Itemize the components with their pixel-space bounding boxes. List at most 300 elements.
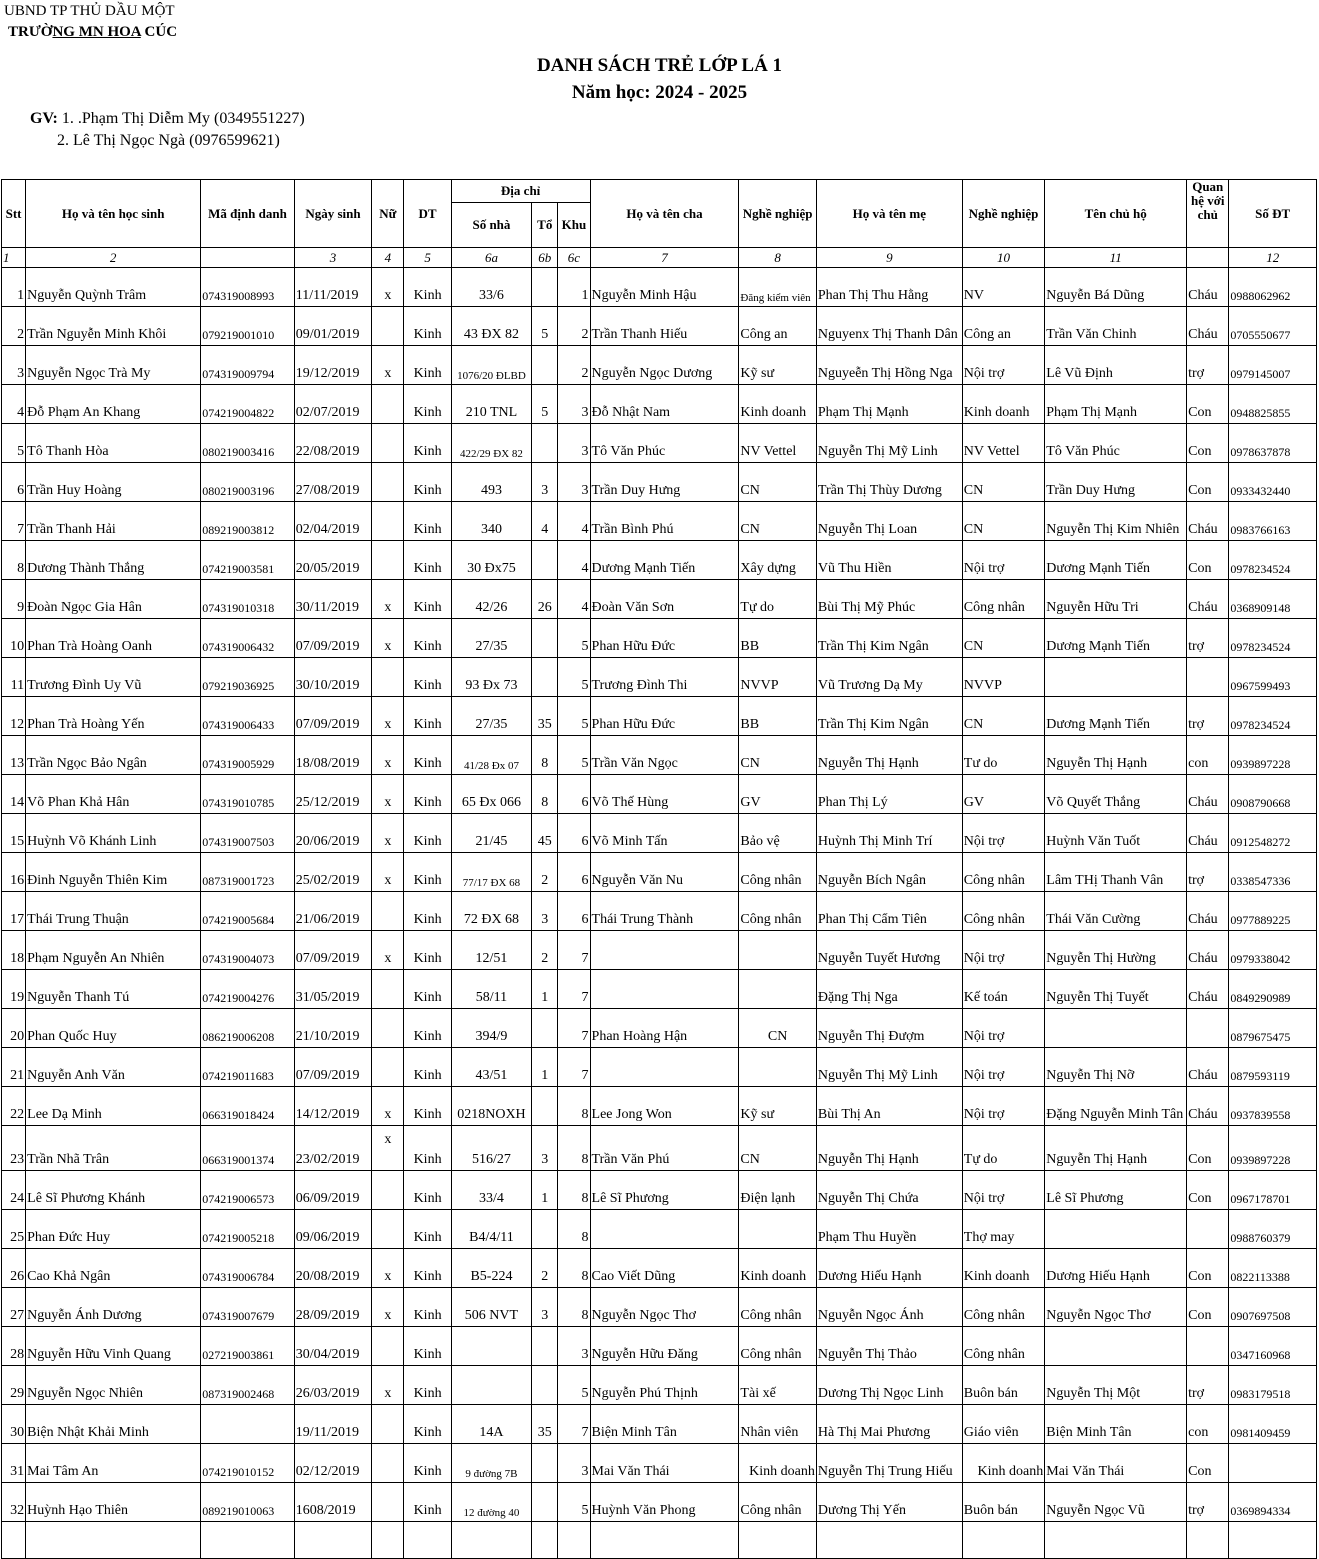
student-id: 074219003581 <box>201 541 295 580</box>
column-number: 1 <box>2 248 26 268</box>
student-name: Phan Quốc Huy <box>26 1009 201 1048</box>
mother-name: Hà Thị Mai Phương <box>816 1405 962 1444</box>
phone: 0978234524 <box>1229 619 1317 658</box>
table-row <box>2 580 1317 619</box>
ethnicity: Kinh <box>404 502 451 541</box>
father-job: Đăng kiểm viên <box>739 268 816 307</box>
khu-number: 5 <box>558 736 590 775</box>
table-row <box>2 268 1317 307</box>
mother-job: Nội trợ <box>962 1087 1045 1126</box>
table-row <box>2 853 1317 892</box>
column-number: 2 <box>26 248 201 268</box>
empty-cell <box>26 1522 201 1559</box>
table-row <box>2 385 1317 424</box>
mother-job: Công nhân <box>962 853 1045 892</box>
to-number: 5 <box>532 385 558 424</box>
father-job: NV Vettel <box>739 424 816 463</box>
relation: Con <box>1187 541 1229 580</box>
stt: 8 <box>2 541 26 580</box>
to-number <box>532 1087 558 1126</box>
mother-name: Nguyễn Thị Hạnh <box>816 1126 962 1171</box>
khu-number: 7 <box>558 1405 590 1444</box>
ethnicity: Kinh <box>404 1048 451 1087</box>
student-id: 027219003861 <box>201 1327 295 1366</box>
father-name: Phan Hoàng Hận <box>590 1009 739 1048</box>
empty-cell <box>1187 1522 1229 1559</box>
household-head <box>1045 658 1187 697</box>
khu-number: 5 <box>558 658 590 697</box>
mother-name: Nguyễn Thị Thảo <box>816 1327 962 1366</box>
col-phone: Số ĐT <box>1229 180 1317 248</box>
female-mark <box>372 1009 404 1048</box>
to-number <box>532 346 558 385</box>
mother-job: Công an <box>962 307 1045 346</box>
student-name: Nguyễn Ngọc Nhiên <box>26 1366 201 1405</box>
household-head: Trần Duy Hưng <box>1045 463 1187 502</box>
student-id: 087319002468 <box>201 1366 295 1405</box>
father-job <box>739 1048 816 1087</box>
phone: 0368909148 <box>1229 580 1317 619</box>
date-of-birth: 19/11/2019 <box>294 1405 371 1444</box>
empty-cell <box>558 1522 590 1559</box>
female-mark <box>372 892 404 931</box>
to-number: 3 <box>532 1126 558 1171</box>
mother-name: Phan Thị Cẩm Tiên <box>816 892 962 931</box>
date-of-birth: 02/12/2019 <box>294 1444 371 1483</box>
student-id: 074319010318 <box>201 580 295 619</box>
phone: 0879593119 <box>1229 1048 1317 1087</box>
ethnicity: Kinh <box>404 1483 451 1522</box>
stt: 6 <box>2 463 26 502</box>
mother-name: Nguyễn Thị Đượm <box>816 1009 962 1048</box>
relation: trợ <box>1187 619 1229 658</box>
student-id: 074219006573 <box>201 1171 295 1210</box>
khu-number: 4 <box>558 502 590 541</box>
col-father: Họ và tên cha <box>590 180 739 248</box>
father-job <box>739 931 816 970</box>
household-head: Nguyễn Thị Hường <box>1045 931 1187 970</box>
father-job: Kỹ sư <box>739 346 816 385</box>
father-name: Võ Minh Tấn <box>590 814 739 853</box>
mother-name: Nguyễn Bích Ngân <box>816 853 962 892</box>
house-number: 210 TNL <box>451 385 531 424</box>
father-name: Trần Văn Phú <box>590 1126 739 1171</box>
empty-cell <box>451 1522 531 1559</box>
date-of-birth: 26/03/2019 <box>294 1366 371 1405</box>
father-job: BB <box>739 619 816 658</box>
father-name: Đỗ Nhật Nam <box>590 385 739 424</box>
date-of-birth: 07/09/2019 <box>294 697 371 736</box>
female-mark <box>372 307 404 346</box>
student-id: 074219005684 <box>201 892 295 931</box>
mother-name: Nguyễn Thị Chứa <box>816 1171 962 1210</box>
phone: 0939897228 <box>1229 1126 1317 1171</box>
mother-name: Huỳnh Thị Minh Trí <box>816 814 962 853</box>
date-of-birth: 25/12/2019 <box>294 775 371 814</box>
mother-name: Bùi Thị Mỹ Phúc <box>816 580 962 619</box>
ethnicity: Kinh <box>404 424 451 463</box>
phone: 0369894334 <box>1229 1483 1317 1522</box>
date-of-birth: 30/10/2019 <box>294 658 371 697</box>
house-number: 43 ĐX 82 <box>451 307 531 346</box>
house-number: 12/51 <box>451 931 531 970</box>
mother-job: Giáo viên <box>962 1405 1045 1444</box>
father-job: Công nhân <box>739 853 816 892</box>
relation <box>1187 1009 1229 1048</box>
household-head: Đặng Nguyễn Minh Tân <box>1045 1087 1187 1126</box>
col-address: Địa chỉ <box>451 180 590 203</box>
student-name: Lê Sĩ Phương Khánh <box>26 1171 201 1210</box>
stt: 18 <box>2 931 26 970</box>
relation: Con <box>1187 1171 1229 1210</box>
teacher-line-1 <box>30 110 305 128</box>
empty-cell <box>1229 1522 1317 1559</box>
female-mark <box>372 463 404 502</box>
ethnicity: Kinh <box>404 1009 451 1048</box>
to-number: 8 <box>532 775 558 814</box>
to-number <box>532 1366 558 1405</box>
house-number: 65 Đx 066 <box>451 775 531 814</box>
ethnicity: Kinh <box>404 697 451 736</box>
ethnicity: Kinh <box>404 892 451 931</box>
col-female: Nữ <box>372 180 404 248</box>
column-number: 9 <box>816 248 962 268</box>
to-number <box>532 1210 558 1249</box>
date-of-birth: 20/06/2019 <box>294 814 371 853</box>
student-name: Tô Thanh Hòa <box>26 424 201 463</box>
phone: 0879675475 <box>1229 1009 1317 1048</box>
table-row <box>2 1210 1317 1249</box>
to-number: 1 <box>532 970 558 1009</box>
relation: Cháu <box>1187 1087 1229 1126</box>
female-mark <box>372 1171 404 1210</box>
house-number: 58/11 <box>451 970 531 1009</box>
date-of-birth: 06/09/2019 <box>294 1171 371 1210</box>
document-subtitle: Năm học: 2024 - 2025 <box>571 82 748 103</box>
ethnicity: Kinh <box>404 931 451 970</box>
stt: 4 <box>2 385 26 424</box>
father-job <box>739 970 816 1009</box>
stt: 3 <box>2 346 26 385</box>
household-head <box>1045 1009 1187 1048</box>
date-of-birth: 09/06/2019 <box>294 1210 371 1249</box>
mother-name: Phan Thị Thu Hằng <box>816 268 962 307</box>
to-number <box>532 541 558 580</box>
house-number: 506 NVT <box>451 1288 531 1327</box>
relation: Con <box>1187 385 1229 424</box>
household-head: Trần Văn Chinh <box>1045 307 1187 346</box>
date-of-birth: 02/07/2019 <box>294 385 371 424</box>
student-id: 079219001010 <box>201 307 295 346</box>
mother-name: Nguyễn Ngọc Ánh <box>816 1288 962 1327</box>
household-head: Lê Vũ Định <box>1045 346 1187 385</box>
table-row <box>2 1327 1317 1366</box>
student-name: Cao Khả Ngân <box>26 1249 201 1288</box>
father-name <box>590 1210 739 1249</box>
col-ethnic: DT <box>404 180 451 248</box>
phone: 0908790668 <box>1229 775 1317 814</box>
relation: trợ <box>1187 346 1229 385</box>
empty-cell <box>739 1522 816 1559</box>
khu-number: 2 <box>558 346 590 385</box>
mother-job: Nội trợ <box>962 931 1045 970</box>
house-number: 516/27 <box>451 1126 531 1171</box>
khu-number: 3 <box>558 1444 590 1483</box>
empty-cell <box>532 1522 558 1559</box>
to-number <box>532 1444 558 1483</box>
mother-name: Dương Hiếu Hạnh <box>816 1249 962 1288</box>
female-mark: x <box>372 736 404 775</box>
table-row <box>2 424 1317 463</box>
student-name: Trương Đình Uy Vũ <box>26 658 201 697</box>
father-job: Công an <box>739 307 816 346</box>
mother-job: Nội trợ <box>962 346 1045 385</box>
phone: 0979338042 <box>1229 931 1317 970</box>
student-name: Nguyễn Ngọc Trà My <box>26 346 201 385</box>
stt: 21 <box>2 1048 26 1087</box>
mother-job: Công nhân <box>962 892 1045 931</box>
col-household: Tên chủ hộ <box>1045 180 1187 248</box>
table-row <box>2 892 1317 931</box>
female-mark <box>372 1210 404 1249</box>
relation: trợ <box>1187 853 1229 892</box>
household-head: Nguyễn Thị Hạnh <box>1045 1126 1187 1171</box>
ethnicity: Kinh <box>404 1288 451 1327</box>
student-name: Trần Thanh Hải <box>26 502 201 541</box>
table-row <box>2 1483 1317 1522</box>
date-of-birth: 14/12/2019 <box>294 1087 371 1126</box>
phone: 0338547336 <box>1229 853 1317 892</box>
col-stt: Stt <box>2 180 26 248</box>
ethnicity: Kinh <box>404 970 451 1009</box>
father-job: Kinh doanh <box>739 385 816 424</box>
khu-number: 8 <box>558 1087 590 1126</box>
date-of-birth: 30/04/2019 <box>294 1327 371 1366</box>
mother-name: Trần Thị Thùy Dương <box>816 463 962 502</box>
student-id: 074219004276 <box>201 970 295 1009</box>
relation: Con <box>1187 1288 1229 1327</box>
date-of-birth: 31/05/2019 <box>294 970 371 1009</box>
col-khu: Khu <box>558 203 590 248</box>
father-name: Nguyễn Văn Nu <box>590 853 739 892</box>
stt: 27 <box>2 1288 26 1327</box>
father-name: Dương Mạnh Tiến <box>590 541 739 580</box>
mother-name: Vũ Trương Dạ My <box>816 658 962 697</box>
khu-number: 6 <box>558 775 590 814</box>
father-job: CN <box>739 1009 816 1048</box>
father-name: Nguyễn Phú Thịnh <box>590 1366 739 1405</box>
khu-number: 5 <box>558 1366 590 1405</box>
father-name: Nguyễn Ngọc Dương <box>590 346 739 385</box>
khu-number: 5 <box>558 697 590 736</box>
table-row <box>2 1366 1317 1405</box>
stt: 7 <box>2 502 26 541</box>
father-name <box>590 970 739 1009</box>
father-job: Bảo vệ <box>739 814 816 853</box>
relation: trợ <box>1187 1366 1229 1405</box>
household-head: Mai Văn Thái <box>1045 1444 1187 1483</box>
khu-number: 1 <box>558 268 590 307</box>
ethnicity: Kinh <box>404 1126 451 1171</box>
father-name: Trần Văn Ngọc <box>590 736 739 775</box>
student-id: 066319018424 <box>201 1087 295 1126</box>
column-number: 12 <box>1229 248 1317 268</box>
khu-number: 3 <box>558 463 590 502</box>
mother-job: Tự do <box>962 1126 1045 1171</box>
household-head: Nguyễn Thị Nỡ <box>1045 1048 1187 1087</box>
student-id: 074319006432 <box>201 619 295 658</box>
household-head: Nguyễn Hữu Tri <box>1045 580 1187 619</box>
father-job: CN <box>739 463 816 502</box>
org-line-2 <box>8 24 177 41</box>
to-number: 1 <box>532 1171 558 1210</box>
student-table <box>1 179 1317 1559</box>
mother-job: Buôn bán <box>962 1483 1045 1522</box>
to-number: 3 <box>532 463 558 502</box>
org-line-2-underlined: NG MN HOA <box>52 24 141 40</box>
stt: 5 <box>2 424 26 463</box>
female-mark: x <box>372 931 404 970</box>
date-of-birth: 07/09/2019 <box>294 931 371 970</box>
mother-job: CN <box>962 502 1045 541</box>
phone: 0988760379 <box>1229 1210 1317 1249</box>
teacher-2: 2. Lê Thị Ngọc Ngà (0976599621) <box>57 132 280 149</box>
student-id: 080219003416 <box>201 424 295 463</box>
student-name: Trần Nhã Trân <box>26 1126 201 1171</box>
father-name: Nguyễn Ngọc Thơ <box>590 1288 739 1327</box>
to-number <box>532 619 558 658</box>
phone: 0907697508 <box>1229 1288 1317 1327</box>
date-of-birth: 25/02/2019 <box>294 853 371 892</box>
mother-job: Buôn bán <box>962 1366 1045 1405</box>
father-name: Cao Viết Dũng <box>590 1249 739 1288</box>
document-title: DANH SÁCH TRẺ LỚP LÁ 1 <box>536 55 783 76</box>
org-line-2-pre: TRƯỜ <box>8 24 53 40</box>
date-of-birth: 30/11/2019 <box>294 580 371 619</box>
female-mark: x <box>372 775 404 814</box>
father-job: Kỹ sư <box>739 1087 816 1126</box>
student-name: Đinh Nguyễn Thiên Kim <box>26 853 201 892</box>
stt: 11 <box>2 658 26 697</box>
phone <box>1229 1444 1317 1483</box>
relation: Con <box>1187 1249 1229 1288</box>
ethnicity: Kinh <box>404 1327 451 1366</box>
khu-number: 6 <box>558 814 590 853</box>
father-name: Trần Thanh Hiếu <box>590 307 739 346</box>
khu-number: 5 <box>558 1483 590 1522</box>
empty-cell <box>372 1522 404 1559</box>
student-id: 074319006433 <box>201 697 295 736</box>
stt: 29 <box>2 1366 26 1405</box>
household-head: Nguyễn Thị Hạnh <box>1045 736 1187 775</box>
student-name: Nguyễn Ánh Dương <box>26 1288 201 1327</box>
phone: 0977889225 <box>1229 892 1317 931</box>
father-name: Lee Jong Won <box>590 1087 739 1126</box>
house-number: 21/45 <box>451 814 531 853</box>
table-row <box>2 1087 1317 1126</box>
relation: Con <box>1187 1126 1229 1171</box>
stt: 2 <box>2 307 26 346</box>
father-job: Công nhân <box>739 1483 816 1522</box>
student-id: 079219036925 <box>201 658 295 697</box>
student-name: Nguyễn Hữu Vinh Quang <box>26 1327 201 1366</box>
empty-cell <box>201 1522 295 1559</box>
stt: 16 <box>2 853 26 892</box>
phone: 0937839558 <box>1229 1087 1317 1126</box>
phone: 0983766163 <box>1229 502 1317 541</box>
mother-job: GV <box>962 775 1045 814</box>
column-number: 7 <box>590 248 739 268</box>
date-of-birth: 18/08/2019 <box>294 736 371 775</box>
house-number <box>451 1366 531 1405</box>
to-number <box>532 1009 558 1048</box>
student-id: 074319007679 <box>201 1288 295 1327</box>
student-name: Thái Trung Thuận <box>26 892 201 931</box>
khu-number: 8 <box>558 1288 590 1327</box>
date-of-birth: 02/04/2019 <box>294 502 371 541</box>
table-row <box>2 970 1317 1009</box>
col-house-number: Số nhà <box>451 203 531 248</box>
father-job: Công nhân <box>739 1327 816 1366</box>
phone: 0978234524 <box>1229 541 1317 580</box>
to-number: 8 <box>532 736 558 775</box>
student-name: Đỗ Phạm An Khang <box>26 385 201 424</box>
female-mark <box>372 1444 404 1483</box>
to-number <box>532 1483 558 1522</box>
female-mark: x <box>372 1249 404 1288</box>
stt: 20 <box>2 1009 26 1048</box>
relation: con <box>1187 1405 1229 1444</box>
mother-job: Nội trợ <box>962 1009 1045 1048</box>
phone: 0705550677 <box>1229 307 1317 346</box>
father-name: Võ Thế Hùng <box>590 775 739 814</box>
student-id <box>201 1405 295 1444</box>
empty-cell <box>404 1522 451 1559</box>
father-name: Huỳnh Văn Phong <box>590 1483 739 1522</box>
house-number <box>451 1327 531 1366</box>
house-number: 41/28 Đx 07 <box>451 736 531 775</box>
father-job: CN <box>739 502 816 541</box>
phone: 0983179518 <box>1229 1366 1317 1405</box>
mother-job: NV Vettel <box>962 424 1045 463</box>
father-job: GV <box>739 775 816 814</box>
to-number: 5 <box>532 307 558 346</box>
father-name: Trần Duy Hưng <box>590 463 739 502</box>
phone: 0967599493 <box>1229 658 1317 697</box>
table-row <box>2 307 1317 346</box>
relation: Con <box>1187 424 1229 463</box>
col-mother-job: Nghề nghiệp <box>962 180 1045 248</box>
female-mark <box>372 541 404 580</box>
ethnicity: Kinh <box>404 619 451 658</box>
stt: 23 <box>2 1126 26 1171</box>
father-job: CN <box>739 1126 816 1171</box>
ethnicity: Kinh <box>404 1444 451 1483</box>
household-head: Dương Mạnh Tiến <box>1045 697 1187 736</box>
household-head: Dương Mạnh Tiến <box>1045 541 1187 580</box>
house-number: 14A <box>451 1405 531 1444</box>
column-number: 6c <box>558 248 590 268</box>
empty-cell <box>2 1522 26 1559</box>
female-mark <box>372 1327 404 1366</box>
org-line-1: UBND TP THỦ DẦU MỘT <box>4 3 175 19</box>
student-id: 066319001374 <box>201 1126 295 1171</box>
house-number: 93 Đx 73 <box>451 658 531 697</box>
student-id: 074219011683 <box>201 1048 295 1087</box>
date-of-birth: 07/09/2019 <box>294 1048 371 1087</box>
column-number: 8 <box>739 248 816 268</box>
house-number: 9 đường 7B <box>451 1444 531 1483</box>
